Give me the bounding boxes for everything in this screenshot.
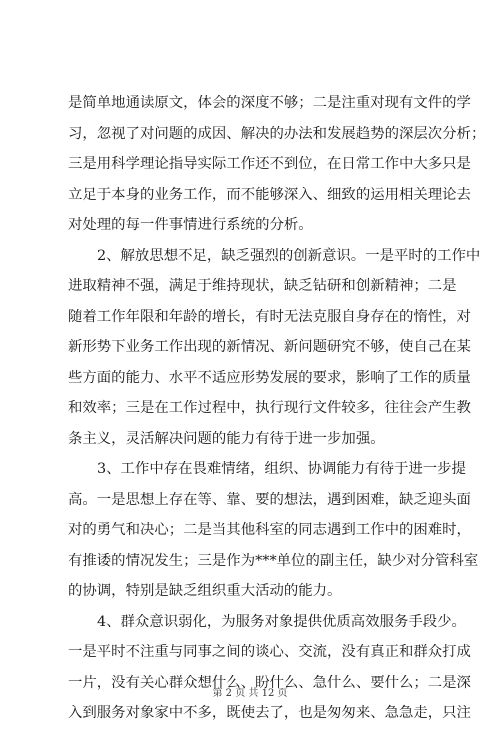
paragraph-start-line: 4、群众意识弱化，为服务对象提供优质高效服务手段少。 <box>97 613 466 630</box>
text-line: 一片，没有关心群众想什么、盼什么、急什么、要什么；二是深 <box>68 674 471 691</box>
text-line: 对处理的每一件事情进行系统的分析。 <box>68 217 313 233</box>
text-line: 新形势下业务工作出现的新情况、新问题研究不够，使自己在某 <box>68 339 471 355</box>
text-line: 三是用科学理论指导实际工作还不到位，在日常工作中大多只是 <box>68 156 471 172</box>
page-number-footer: 第 2 页 共 12 页 <box>212 688 288 699</box>
text-line: 高。一是思想上存在等、靠、要的想法，遇到困难，缺乏迎头面 <box>68 491 471 508</box>
text-line: 条主义，灵活解决问题的能力有待于进一步加强。 <box>68 430 385 447</box>
text-line: 一是平时不注重与同事之间的谈心、交流，没有真正和群众打成 <box>68 644 471 660</box>
text-line: 随着工作年限和年龄的增长，有时无法克服自身存在的惰性，对 <box>68 308 471 325</box>
text-line: 立足于本身的业务工作，而不能够深入、细致的运用相关理论去 <box>68 186 471 203</box>
paragraph-start-line: 3、工作中存在畏难情绪，组织、协调能力有待于进一步提 <box>97 461 466 477</box>
text-line: 的协调，特别是缺乏组织重大活动的能力。 <box>68 583 342 599</box>
text-line: 是简单地通读原文，体会的深度不够；二是注重对现有文件的学 <box>68 95 471 111</box>
text-line: 对的勇气和决心；二是当其他科室的同志遇到工作中的困难时， <box>68 522 471 538</box>
text-line: 有推诿的情况发生；三是作为***单位的副主任，缺少对分管科室 <box>68 552 479 569</box>
text-line: 习，忽视了对问题的成因、解决的办法和发展趋势的深层次分析； <box>68 125 486 142</box>
text-line: 入到服务对象家中不多，既使去了，也是匆匆来、急急走，只注 <box>68 705 471 721</box>
text-line: 些方面的能力、水平不适应形势发展的要求，影响了工作的质量 <box>68 369 471 386</box>
paragraph-start-line: 2、解放思想不足，缺乏强烈的创新意识。一是平时的工作中 <box>97 247 481 264</box>
text-line: 和效率；三是在工作过程中，执行现行文件较多，往往会产生教 <box>68 400 471 416</box>
text-line: 进取精神不强，满足于维持现状，缺乏钻研和创新精神；二是 <box>68 278 457 294</box>
body-text <box>68 88 486 729</box>
